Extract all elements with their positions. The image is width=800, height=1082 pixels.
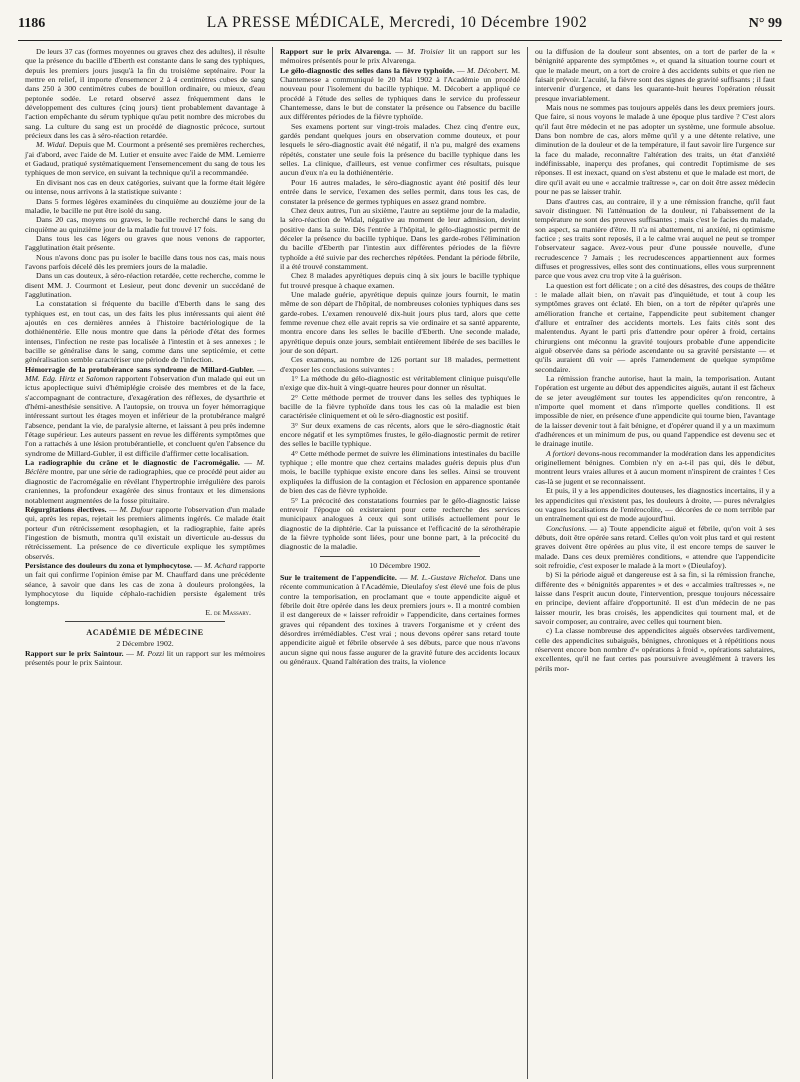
section-date: 10 Décembre 1902. bbox=[369, 560, 431, 570]
section: Rapport sur le prix Alvarenga. — M. Troisier lit un rapport sur les mémoires présentés pour le prix Alvarenga. bbox=[280, 47, 520, 66]
paragraph: 2° Cette méthode permet de trouver dans les selles des typhiques le bacille de la fièvre typhoïde dans tous les cas où la maladie est bien caractérisée cliniquement et où le séro-diagnostic est positif. bbox=[280, 392, 520, 421]
author: M. Béclère bbox=[25, 458, 265, 477]
section: Régurgitations électives. — M. Dufour rapporte l'observation d'un malade qui, après les repas, rejetait les premiers aliments ingérés. Ce malade était porteur d'un rétrécissement œsophagien, et la radiographie, faite après l'ingestion de bismuth, montra qu'il existait un diverticule au-dessus du rétrécissement. La présence de ce diverticule explique les symptômes observés. bbox=[25, 504, 266, 561]
section-text: rapportent l'observation d'un malade qui eut un ictus apoplectique suivi d'hémiplégie croisée des membres et de la face, s'accompagnant de contracture, d'exagération des réflexes, de dysarthrie et d'hémi-anesthésie sensitive. A l'autopsie, on trouva un foyer hémorragique intéressant surtout les étages moyen et inférieur de la protubérance malgré l'absence, pendant la vie, de paralysie alterne, et laissant à peu près indemne l'étage supérieur. Les auteurs passent en revue les différents symptômes que l'on a rattachés à une lésion protubérantielle, et concluent qu'en l'absence du syndrome de Millard-Gubler, il est difficile d'affirmer cette localisation. bbox=[25, 374, 265, 458]
section-text: lit un rapport sur les mémoires présentés pour le prix Saintour. bbox=[25, 648, 265, 667]
paragraph: c) La classe nombreuse des appendicites aiguës observées tardivement, celle des appendicites subaiguës, bénignes, chroniques et à répétitions nous réservent encore bon nombre d'« opérations à froid », opérations salutaires, excellentes, qu'il ne faut certes pas poursuivre aveuglément à travers les périls mor- bbox=[535, 626, 775, 673]
author: MM. Edg. Hirtz et Salomon bbox=[25, 374, 114, 384]
section: Hémorragie de la protubérance sans syndrome de Millard-Gubler. — MM. Edg. Hirtz et Salomon rapportent l'observation d'un malade qui eut un ictus apoplectique suivi d'hémiplégie croisée des membres et de la face, s'accompagnant de contracture, d'exagération des réflexes, de dysarthrie et d'hémi-anesthésie sensitive. A l'autopsie, on trouva un foyer hémorragique intéressant surtout les étages moyen et inférieur de la protubérance malgré l'absence, pendant la vie, de paralysie alterne, et laissant à peu près indemne l'étage supérieur. Les auteurs passent en revue les différents symptômes que l'on a rattachés à une lésion protubérantielle, et concluent qu'en l'absence du syndrome de Millard-Gubler, il est difficile d'affirmer cette localisation. bbox=[25, 364, 265, 458]
column-1 bbox=[18, 47, 272, 1079]
page-number: 1186 bbox=[18, 16, 46, 31]
paragraph: 5° La précocité des constatations fournies par le gélo-diagnostic laisse entrevoir l'époque où existeraient pour cette recherche des services municipaux analogues à ceux qui sont utilisés actuellement pour le diagnostic de la diphtérie. Car la puissance et l'efficacité de la sérothérapie de la fièvre typhoïde sont liées, pour une bonne part, à la précocité du diagnostic de la maladie. bbox=[280, 495, 520, 552]
paragraph: Mais nous ne sommes pas toujours appelés dans les deux premiers jours. Que faire, si nous voyons le malade à une époque plus tardive ? C'est alors qu'il faut être médecin et ne pas adopter un système, une formule absolue. Dans bon nombre de cas, alors même qu'il y a une détente relative, une diminution de la douleur et de la température, il faut savoir lire l'urgence sur la face du malade, reconnaître l'altération des traits, un état d'anxiété indéfinissable, inaperçu des profanes, qui contredit l'optimisme de ses réponses. Il est inexact, quand on s'est abstenu et que le malade est mort, de dire qu'il avait eu une « accalmie traîtresse », car on doit être assez médecin pour ne pas se laisser trahir. bbox=[535, 103, 775, 197]
section-text: rapporte l'observation d'un malade qui, après les repas, rejetait les premiers aliments ingérés. Ce malade était porteur d'un rétrécissement œsophagien, et la radiographie, faite après l'ingestion de bismuth, montra qu'il existait un diverticule au-dessus du rétrécissement. La présence de ce diverticule explique les symptômes observés. bbox=[25, 504, 266, 561]
section-heading: ACADÉMIE DE MÉDECINE bbox=[86, 627, 204, 637]
paragraph bbox=[25, 140, 265, 177]
paragraph: Dans 5 formes légères examinées du cinquième au douzième jour de la maladie, le bacille ne put être isolé du sang. bbox=[25, 196, 265, 215]
signature: E. de Massary. bbox=[205, 607, 251, 617]
section: Rapport sur le prix Saintour. — M. Pozzi lit un rapport sur les mémoires présentés pour le prix Saintour. bbox=[25, 648, 265, 667]
paragraph: La rémission franche autorise, haut la main, la temporisation. Autant l'opération est urgente au début des appendicites aiguës, autant il est fâcheux de se jeter aveuglément sur toutes les appendicites qu'on rencontre, à n'importe quel moment et dans n'importe quelles conditions. Il est impossible de nier, en présence d'une appendicite qui tourne bien, l'avantage de la laisser devenir tout à fait bénigne, et d'opérer quand il y a un maximum d'adhérences et un minimum de pus, ou quand l'appendice est devenu sec et le drainage inutile. bbox=[535, 374, 775, 449]
section-text: montre, par une série de radiographies, que ce procédé peut aider au diagnostic de l'acromégalie en révélant l'hypertrophie irrégulière des parois craniennes, la profondeur exagérée des sinus frontaux et les dimensions notablement augmentées de la fosse pituitaire. bbox=[25, 467, 265, 505]
paragraph: b) Si la période aiguë et dangereuse est à sa fin, si la rémission franche, différente des « bénignités apparentes » et des « accalmies traîtresses », ne laisse dans l'esprit aucun doute, l'intervention, presque toujours nécessaire en principe, devient affaire d'opportunité. Il est d'un médecin de ne pas laisser mourir, les bras croisés, les appendicites qui tournent mal, et de savoir composer, au contraire, avec celles qui tournent bien. bbox=[535, 570, 775, 626]
section-title: La radiographie du crâne et le diagnostic de l'acromégalie. bbox=[25, 458, 240, 468]
paragraph: Et puis, il y a les appendicites douteuses, les diagnostics incertains, il y a les appendicites qui n'existent pas, les douleurs à droite, — pures névralgies ou vagues localisations de l'entérocolite, — décorées de ce nom terrible par un entraînement qui est de mode aujourd'hui. bbox=[535, 486, 775, 524]
paragraph-text: Depuis que M. Courmont a présenté ses premières recherches, j'ai d'abord, avec l'aide de M. Lutier et ensuite avec l'aide de MM. Lemierre et Gadaud, pratiqué systématiquement l'ensemencement du sang de tous les typhiques de mon service, en suivant la technique qu'il a recommandée. bbox=[25, 140, 265, 178]
author: M. Troisier bbox=[407, 47, 445, 56]
paragraph: En divisant nos cas en deux catégories, suivant que la forme était légère ou intense, nous arrivons à la statistique suivante : bbox=[25, 177, 265, 197]
paragraph: 1° La méthode du gélo-diagnostic est véritablement clinique puisqu'elle n'exige que dix-huit à vingt-quatre heures pour donner un résultat. bbox=[280, 374, 520, 393]
section-title: Rapport sur le prix Alvarenga. bbox=[280, 47, 392, 56]
section-title: Hémorragie de la protubérance sans syndrome de Millard-Gubler. bbox=[25, 364, 255, 374]
section-title: Rapport sur le prix Saintour. bbox=[25, 648, 124, 658]
author: M. Pozzi bbox=[136, 648, 165, 658]
section-title: Sur le traitement de l'appendicite. bbox=[280, 572, 397, 582]
paragraph: Ses examens portent sur vingt-trois malades. Chez cinq d'entre eux, gardés pendant quelques jours en observation comme douteux, et pour lesquels le séro-diagnostic avait été négatif, il n'a pu, malgré des examens répétés, constater une seule fois la présence du bacille typhique dans les selles. La clinique, d'ailleurs, est venue confirmer ces résultats, puisque aucun d'eux n'a eu la dothiénentérie. bbox=[280, 121, 520, 178]
section-text: M. Chantemesse a communiqué le 20 Mai 1902 à l'Académie un procédé nouveau pour l'isolement du bacille typhique. M. Décobert a appliqué ce procédé à l'étude des selles de typhiques dans le service du professeur Chantemesse, dans le but de constater la présence ou l'absence du bacille aux différentes périodes de la fièvre typhoïde. bbox=[280, 65, 521, 122]
paragraph-text: — a) Toute appendicite aiguë et fébrile, qu'on voit à ses débuts, doit être opérée sans retard. Celles qu'on voit plus tard et qui restent graves doivent être opérées au plus vite, il est encore temps de sauver le malade. Dans ces deux premières conditions, « attendre que l'appendicite soit refroidie, c'est exposer le malade à la mort » (Dieulafoy). bbox=[535, 523, 775, 570]
paragraph: Dans 20 cas, moyens ou graves, le bacille recherché dans le sang du cinquième au quinzième jour de la maladie fut trouvé 17 fois. bbox=[25, 215, 265, 234]
columns bbox=[18, 47, 782, 1079]
paragraph: Chez 8 malades apyrétiques depuis cinq à six jours le bacille typhique fut trouvé presque à chaque examen. bbox=[280, 271, 520, 290]
paragraph: Nous n'avons donc pas pu isoler le bacille dans tous nos cas, mais nous l'avons parfois décelé dès les premiers jours de la maladie. bbox=[25, 252, 265, 271]
paragraph: La question est fort délicate ; on a cité des désastres, des coups de théâtre : le malade allait bien, on n'avait pas d'inquiétude, et tout à coup les symptômes graves ont éclaté. Eh bien, on a tort de répéter qu'après une amélioration franche et certaine, l'appendicite peut subitement changer d'allure et entraîner des accidents mortels. Les faits cités sont des malentendus. Ayant le parti pris d'attendre pour opérer à froid, certains chirurgiens ont méconnu la gravité toujours probable d'une appendicite aiguë observée dans sa période ascendante ou sa gravité persistante — et qu'ils auraient dû voir — après l'amendement de quelque symptôme secondaire. bbox=[535, 280, 775, 374]
page-header bbox=[18, 14, 782, 41]
paragraph: De leurs 37 cas (formes moyennes ou graves chez des adultes), il résulte que la présence du bacille d'Eberth est constante dans le sang des typhiques, depuis les premiers jours jusqu'à la fin du troisième septénaire. Pour la mettre en relief, il importe d'ensemencer 2 à 4 centimètres cubes de sang dans 250 à 300 centimètres cubes de bouillon ordinaire, ou mieux, d'eau peptonée sodée. Le retard observé assez fréquemment dans le développement des cultures (cinq jours) tient probablement davantage à l'action empêchante du sérum typhique qu'au petit nombre des microbes du sang. La culture du sang est un procédé de diagnostic précoce, surtout précieux dans les cas à séro-réaction retardée. bbox=[25, 47, 265, 141]
section: Le gélo-diagnostic des selles dans la fièvre typhoïde. — M. Décobert. M. Chantemesse a communiqué le 20 Mai 1902 à l'Académie un procédé nouveau pour l'isolement du bacille typhique. M. Décobert a appliqué ce procédé à l'étude des selles de typhiques dans le service du professeur Chantemesse, dans le but de constater la présence ou l'absence du bacille aux différentes périodes de la fièvre typhoïde. bbox=[280, 65, 521, 122]
column-2 bbox=[272, 47, 527, 1079]
author: M. Achard bbox=[204, 560, 238, 570]
section-text: Dans une récente communication à l'Académie, Dieulafoy s'est élevé une fois de plus contre la temporisation, en proclamant que « toute appendicite aiguë et fébrile doit être opérée dans les deux premiers jours ». Il a montré combien il est dangereux de « laisser refroidir » l'appendicite, dans certaines formes graves qui répandent des toxines à travers l'organisme et y créent des désordres irrémédiables. C'est vrai ; nous devons opérer sans retard toute appendicite aiguë et fébrile observée à ses débuts, parce que nous n'avons aucun signe qui nous fasse augurer de la gravité future des accidents locaux ou généraux. Quand l'altération des traits, la violence bbox=[280, 572, 521, 666]
divider bbox=[65, 621, 225, 622]
paragraph: Pour 16 autres malades, le séro-diagnostic ayant été positif dès leur entrée dans le service, l'examen des selles permit, dans tous les cas, de constater la présence de germes typhiques en assez grand nombre. bbox=[280, 177, 520, 206]
author: M. Dufour bbox=[119, 504, 154, 514]
paragraph: 4° Cette méthode permet de suivre les éliminations intestinales du bacille typhique ; elle montre que chez certains malades guéris depuis plus d'un mois, le bacille typhique existe encore dans les selles. Ainsi se trouvent expliquées la diffusion de la contagion et l'éclosion en apparence spontanée de bien des cas de fièvre typhoïde. bbox=[280, 448, 520, 496]
section-title: Persistance des douleurs du zona et lymphocytose. bbox=[25, 560, 193, 570]
paragraph: Une malade guérie, apyrétique depuis quinze jours fournit, le matin même de son départ de l'hôpital, de nombreuses colonies typhiques dans ses garde-robes. L'examen renouvelé dix-huit jours plus tard, alors que cette femme revenue chez elle avait repris sa vie ordinaire et sa santé apparente, montra encore dans les selles le bacille d'Eberth. Une seconde malade, apyrétique depuis onze jours, semblait entièrement libérée de ses bacilles le jour de son départ. bbox=[280, 289, 520, 355]
section-text: lit un rapport sur les mémoires présentés pour le prix Alvarenga. bbox=[280, 47, 520, 66]
section-date: 2 Décembre 1902. bbox=[116, 639, 174, 649]
section-text: rapporte un fait qui confirme l'opinion émise par M. Chauffard dans une précédente séance, à savoir que dans les cas de zona à douleurs prolongées, la lymphocytose du liquide céphalo-rachidien persiste également très longtemps. bbox=[25, 560, 266, 608]
emphasis: Conclusions. bbox=[546, 523, 587, 533]
author: M. L.-Gustave Richelot. bbox=[410, 572, 487, 582]
paragraph: Ces examens, au nombre de 126 portant sur 18 malades, permettent d'exposer les conclusions suivantes : bbox=[280, 355, 520, 374]
author: M. Widal. bbox=[36, 140, 67, 150]
section: Persistance des douleurs du zona et lymphocytose. — M. Achard rapporte un fait qui confirme l'opinion émise par M. Chauffard dans une précédente séance, à savoir que dans les cas de zona à douleurs prolongées, la lymphocytose du liquide céphalo-rachidien persiste également très longtemps. bbox=[25, 560, 266, 608]
paragraph: ou la diffusion de la douleur sont absentes, on a tort de parler de la « bénignité apparente des symptômes », et quand la situation tourne court et que le malade meurt, on a tort de croire à des accidents subits et que rien ne faisait prévoir. L'acuité, la fièvre sont des signes de gravité suffisants ; il faut intervenir d'urgence, et dans les quarante-huit heures l'opération réussit presque invariablement. bbox=[535, 47, 775, 103]
column-3 bbox=[527, 47, 782, 1079]
paragraph: Dans un cas douteux, à séro-réaction retardée, cette recherche, comme le disent MM. J. Courmont et Lesieur, peut donc devenir un succédané de l'agglutination. bbox=[25, 271, 265, 299]
journal-title: LA PRESSE MÉDICALE, Mercredi, 10 Décembre 1902 bbox=[206, 14, 588, 31]
paragraph bbox=[535, 524, 775, 571]
section-title: Régurgitations électives. bbox=[25, 504, 107, 514]
emphasis: A fortiori bbox=[546, 448, 576, 458]
section-title: Le gélo-diagnostic des selles dans la fièvre typhoïde. bbox=[280, 65, 455, 75]
divider bbox=[320, 556, 480, 557]
paragraph bbox=[535, 449, 775, 486]
section: La radiographie du crâne et le diagnostic de l'acromégalie. — M. Béclère montre, par une série de radiographies, que ce procédé peut aider au diagnostic de l'acromégalie en révélant l'hypertrophie irrégulière des parois craniennes, la profondeur exagérée des sinus frontaux et les dimensions notablement augmentées de la fosse pituitaire. bbox=[25, 458, 265, 505]
section: Sur le traitement de l'appendicite. — M. L.-Gustave Richelot. Dans une récente communication à l'Académie, Dieulafoy s'est élevé une fois de plus contre la temporisation, en proclamant que « toute appendicite aiguë et fébrile doit être opérée dans les deux premiers jours ». Il a montré combien il est dangereux de « laisser refroidir » l'appendicite, dans certaines formes graves qui répandent des toxines à travers l'organisme et y créent des désordres irrémédiables. C'est vrai ; nous devons opérer sans retard toute appendicite aiguë et fébrile observée à ses débuts, parce que nous n'avons aucun signe qui nous fasse augurer de la gravité future des accidents locaux ou généraux. Quand l'altération des traits, la violence bbox=[280, 572, 521, 666]
paragraph: 3° Sur deux examens de cas récents, alors que le séro-diagnostic était encore négatif et les symptômes frustes, le gélo-diagnostic permit de retirer des selles le bacille typhique. bbox=[280, 420, 520, 449]
paragraph: La constatation si fréquente du bacille d'Eberth dans le sang des typhiques est, en tout cas, un des faits les plus intéressants qui aient été ajoutés en ces dernières années à l'histoire bactériologique de la dothiénentérie. Elle nous montre que dans la période d'état des formes intenses, l'infection ne reste pas localisée à l'intestin et à ses annexes ; le bacille se généralise dans le sang, comme dans une septicémie, et cette généralisation semble caractériser une période de l'infection. bbox=[25, 299, 265, 365]
author: M. Décobert. bbox=[467, 65, 509, 75]
paragraph: Chez deux autres, l'un au sixième, l'autre au septième jour de la maladie, la séro-réaction de Widal, négative au moment de leur admission, devint positive dans la suite. Dès l'entrée à l'hôpital, le gélo-diagnostic permit de déceler la présence du bacille typhique. Dans les garde-robes l'élimination du bacille d'Eberth par l'intestin aux différentes périodes de la fièvre typhoïde a été suivie par des recherches répétées. Pendant la période fébrile, il a été trouvé constamment. bbox=[280, 205, 520, 271]
paragraph-text: devons-nous recommander la modération dans les appendicites originellement bénignes. Combien n'y en a-t-il pas qui, dès le début, montrent leurs vraies allures et à aucun moment n'inspirent de craintes ! Ces cas-là se jugent et se reconnaissent. bbox=[535, 448, 775, 486]
issue-number: N° 99 bbox=[748, 16, 782, 31]
paragraph: Dans d'autres cas, au contraire, il y a une rémission franche, qu'il faut savoir distinguer. Ni l'atténuation de la douleur, ni l'abaissement de la température ne sont des preuves suffisantes ; mais c'est le facies du malade, son aspect, sa manière d'être. Il n'a ni abattement, ni anxiété, ni optimisme factice ; ses traits sont reposés, il a le calme vrai auquel ne peut se tromper l'observateur sagace. Avez-vous peur d'une poussée nouvelle, d'une recrudescence ? Jamais ; les recrudescences appartiennent aux formes diffuses et progressives, elles sont des continuations, elles vous surprennent parce que vous avez cru trop vite à la guérison. bbox=[535, 196, 775, 281]
paragraph: Dans tous les cas légers ou graves que nous venons de rapporter, l'agglutination était présente. bbox=[25, 233, 265, 253]
